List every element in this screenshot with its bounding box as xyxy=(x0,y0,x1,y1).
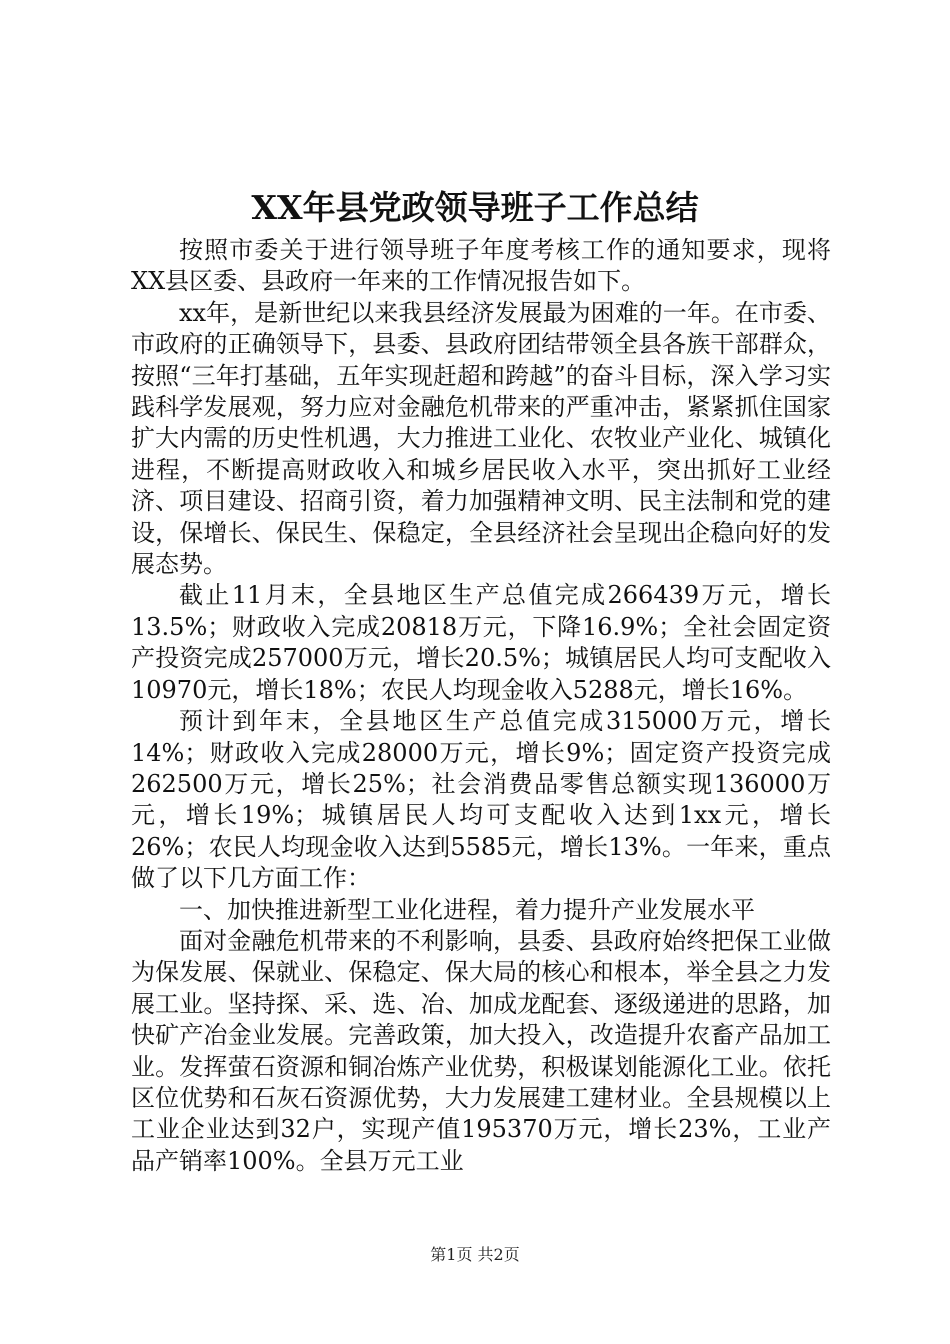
page-number-footer: 第1页 共2页 xyxy=(430,1245,520,1264)
paragraph-intro: 按照市委关于进行领导班子年度考核工作的通知要求，现将XX县区委、县政府一年来的工作情况报告如下。 xyxy=(131,236,831,296)
paragraph-year-end-forecast: 预计到年末，全县地区生产总值完成315000万元，增长14%；财政收入完成28000万元，增长9%；固定资产投资完成262500万元，增长25%；社会消费品零售总额实现136000万元，增长19%；城镇居民人均可支配收入达到1xx元，增长26%；农民人均现金收入达到5585元，增长13%。一年来，重点做了以下几方面工作： xyxy=(131,707,831,893)
document-body xyxy=(131,235,831,1177)
paragraph-november-stats: 截止11月末，全县地区生产总值完成266439万元，增长13.5%；财政收入完成20818万元，下降16.9%；全社会固定资产投资完成257000万元，增长20.5%；城镇居民人均可支配收入10970元，增长18%；农民人均现金收入5288元，增长16%。 xyxy=(131,581,831,704)
document-title: XX年县党政领导班子工作总结 xyxy=(251,188,699,227)
section-heading-industrialization: 一、加快推进新型工业化进程，着力提升产业发展水平 xyxy=(179,895,755,924)
paragraph-overview: xx年，是新世纪以来我县经济发展最为困难的一年。在市委、市政府的正确领导下，县委、县政府团结带领全县各族干部群众，按照“三年打基础，五年实现赶超和跨越”的奋斗目标，深入学习实践科学发展观，努力应对金融危机带来的严重冲击，紧紧抓住国家扩大内需的历史性机遇，大力推进工业化、农牧业产业化、城镇化进程，不断提高财政收入和城乡居民收入水平，突出抓好工业经济、项目建设、招商引资，着力加强精神文明、民主法制和党的建设，保增长、保民生、保稳定，全县经济社会呈现出企稳向好的发展态势。 xyxy=(131,298,831,579)
paragraph-industry: 面对金融危机带来的不利影响，县委、县政府始终把保工业做为保发展、保就业、保稳定、保大局的核心和根本，举全县之力发展工业。坚持探、采、选、冶、加成龙配套、逐级递进的思路，加快矿产冶金业发展。完善政策，加大投入，改造提升农畜产品加工业。发挥萤石资源和铜冶炼产业优势，积极谋划能源化工业。依托区位优势和石灰石资源优势，大力发展建工建材业。全县规模以上工业企业达到32户，实现产值195370万元，增长23%，工业产品产销率100%。全县万元工业 xyxy=(131,926,831,1175)
